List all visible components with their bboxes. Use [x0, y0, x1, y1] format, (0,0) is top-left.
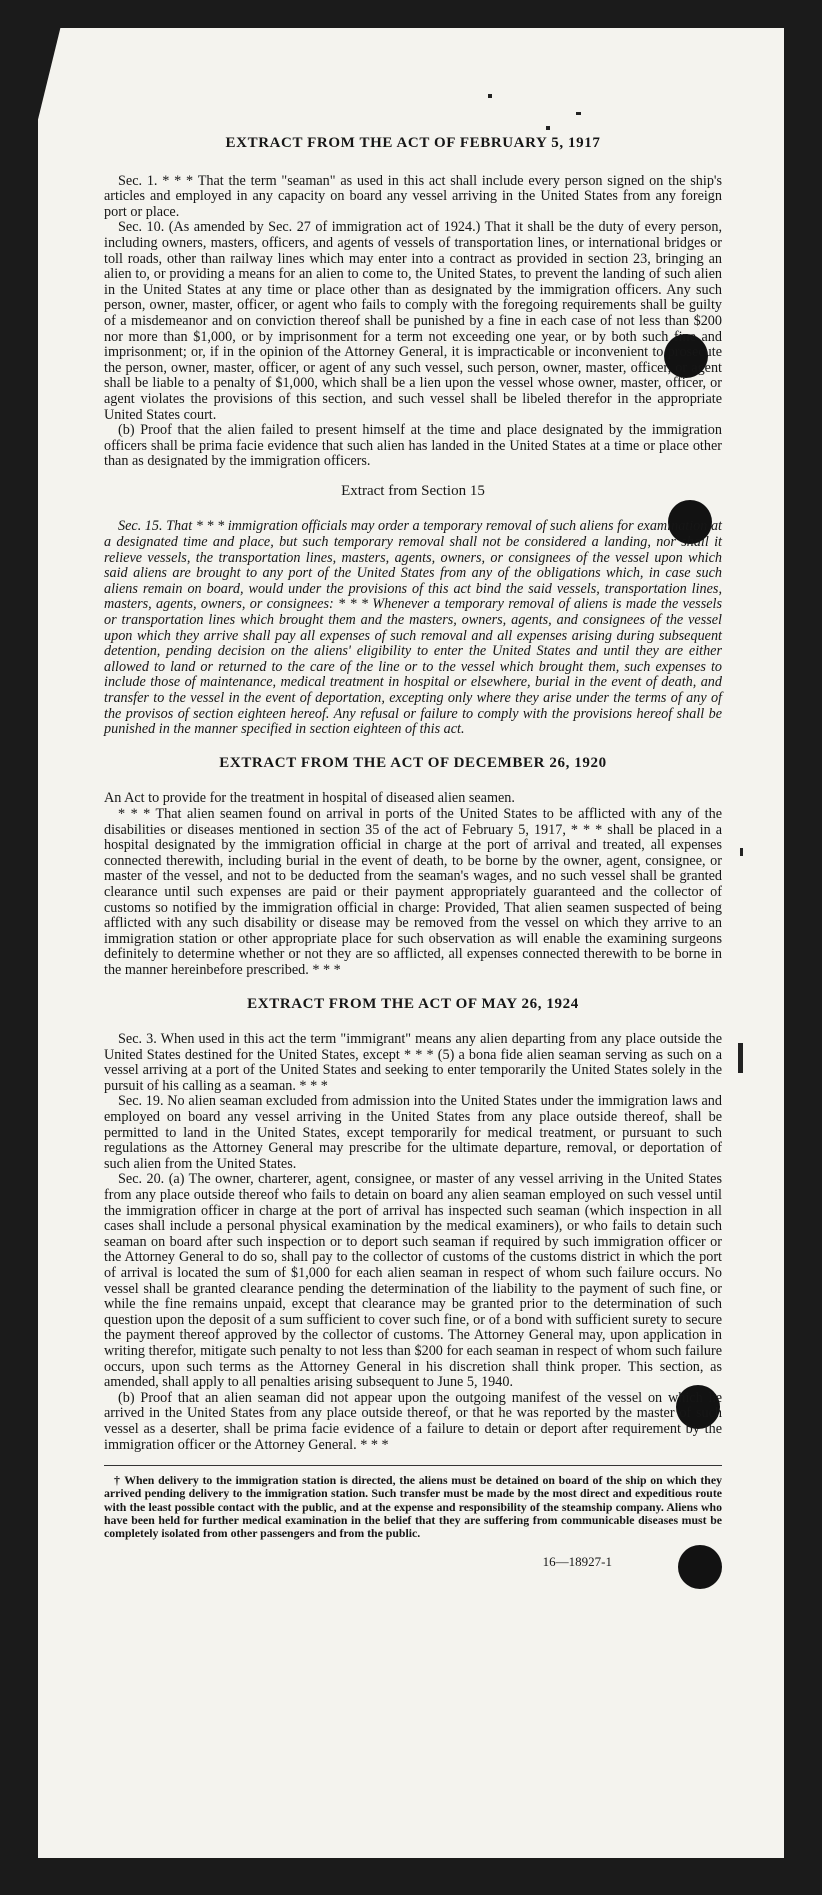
section-19: Sec. 19. No alien seaman excluded from admission into the United States under the immigration laws and employed on board any vessel arriving in the United States from any place outside thereof, shall be permitted to land in the United States, except temporarily for medical treatment, or pursuant to such regulations as the Attorney General may prescribe for the ultimate departure, removal, or deportation of such alien from the United States. [104, 1093, 722, 1172]
footnote-text: † When delivery to the immigration station is directed, the aliens must be detained on board of the ship on which they arrived pending delivery to the immigration station. Such transfer must be made by the most direct and expeditious route with the least possible contact with the public, and at the expense and responsibility of the steamship company. Aliens who have been held for further medical examination in the belief that they are suffering from communicable diseases must be completely isolated from other passengers and from the public. [104, 1473, 722, 1540]
document-text [104, 136, 722, 1570]
heading-act-1917: EXTRACT FROM THE ACT OF FEBRUARY 5, 1917 [225, 135, 601, 151]
footnote [104, 1465, 722, 1540]
form-code: 16—18927-1 [542, 1554, 612, 1570]
section-10: Sec. 10. (As amended by Sec. 27 of immigration act of 1924.) That it shall be the duty of every person, including owners, masters, officers, and agents of vessels of transportation lines, or international bridges or toll roads, other than railway lines which may enter into a contract as provided in section 23, bringing an alien to, or providing a means for an alien to come to, the United States, to prevent the landing of such alien in the United States at any time or place other than as designated by the immigration officers. Any such person, owner, master, officer, or agent who fails to comply with the foregoing requirements shall be guilty of a misdemeanor and on conviction thereof shall be punished by a fine in each case of not less than $200 nor more than $1,000, or by imprisonment for a term not exceeding one year, or by both such fine and imprisonment; or, if in the opinion of the Attorney General, it is impracticable or inconvenient to prosecute the person, owner, master, officer, or agent of any such vessel, such person, owner, master, officer, or agent shall be liable to a penalty of $1,000, which shall be a lien upon the vessel whose owner, master, officer, or agent violates the provisions of this section, and such vessel shall be libeled therefor in the appropriate United States court. [104, 219, 722, 423]
section-10-b: (b) Proof that the alien failed to present himself at the time and place designated by the immigration officers shall be prima facie evidence that such alien has landed in the United States at a time or place other than as designated by the immigration officers. [104, 422, 722, 470]
section-20-a: Sec. 20. (a) The owner, charterer, agent, consignee, or master of any vessel arriving in the United States from any place outside thereof who fails to detain on board any alien seaman employed on such vessel until the immigration officer in charge at the port of arrival has inspected such seaman (which inspection in all cases shall include a personal physical examination by the medical examiners), or who fails to detain such seaman on board after such inspection or to deport such seaman if required by such immigration officer or the Attorney General to do so, shall pay to the collector of customs of the customs district in which the port of arrival is located the sum of $1,000 for each alien seaman in respect of whom such failure occurs. No vessel shall be granted clearance pending the determination of the liability to the payment of such fine, or while the fine remains unpaid, except that clearance may be granted prior to the determination of such question upon the deposit of a sum sufficient to cover such fine, or of a bond with sufficient surety to secure the payment thereof approved by the collector of customs. The Attorney General may, upon application in writing therefor, mitigate such penalty to not less than $200 for each seaman in respect of whom such failure occurs, upon such terms as the Attorney General in his discretion shall think proper. This section, as amended, shall apply to all penalties arising subsequent to June 5, 1940. [104, 1171, 722, 1391]
ink-speck [546, 126, 550, 130]
heading-act-1920: EXTRACT FROM THE ACT OF DECEMBER 26, 1920 [219, 754, 607, 771]
ink-speck [740, 848, 743, 856]
ink-speck [576, 112, 581, 115]
ink-speck [738, 1043, 743, 1073]
section-3: Sec. 3. When used in this act the term "immigrant" means any alien departing from any place outside the United States destined for the United States, except * * * (5) a bona fide alien seaman serving as such on a vessel arriving at a port of the United States and seeking to enter temporarily the United States solely in the pursuit of his calling as a seaman. * * * [104, 1031, 722, 1094]
ink-speck [488, 94, 492, 98]
act-1920-intro: An Act to provide for the treatment in hospital of diseased alien seamen. [104, 790, 515, 807]
section-15: Sec. 15. That * * * immigration officials may order a temporary removal of such aliens for examination at a designated time and place, but such temporary removal shall not be considered a landing, nor shall it relieve vessels, the transportation lines, masters, agents, owners, or consignees of the vessel upon which said aliens are brought to any port of the United States from any of the obligations which, in case such aliens remain on board, would under the provisions of this act bind the said vessels, transportation lines, masters, agents, owners, or consignees: * * * Whenever a temporary removal of aliens is made the vessels or transportation lines which brought them and the masters, owners, agents, and consignees of the vessel upon which they arrive shall pay all expenses of such removal and all expenses arising during subsequent detention, pending decision on the aliens' eligibility to enter the United States and until they are either allowed to land or returned to the care of the line or to the vessel which brought them, such expenses to include those of maintenance, medical treatment in hospital or elsewhere, burial in the event of death, and transfer to the vessel in the event of deportation, excepting only where they arise under the terms of any of the provisos of section eighteen hereof. Any refusal or failure to comply with the provisions hereof shall be punished in the manner specified in section eighteen of this act. [104, 518, 722, 738]
section-20-b: (b) Proof that an alien seaman did not appear upon the outgoing manifest of the vessel on which he arrived in the United States from any place outside thereof, or that he was reported by the master of such vessel as a deserter, shall be prima facie evidence of a failure to detain or deport after requirement by the immigration officer or the Attorney General. * * * [104, 1389, 722, 1453]
act-1920-body: * * * That alien seamen found on arrival in ports of the United States to be afflicted with any of the disabilities or diseases mentioned in section 35 of the act of February 5, 1917, * * * shall be placed in a hospital designated by the immigration official in charge at the port of arrival and treated, all expenses connected therewith, including burial in the event of death, to be borne by the owner, agent, consignee, or master of the vessel, and not to be deducted from the seaman's wages, and no such vessel shall be granted clearance until such expenses are paid or their payment appropriately guaranteed and the collector of customs so notified by the immigration official in charge: Provided, That alien seamen suspected of being afflicted with any such disability or disease may be removed from the vessel on which they arrive to an immigration station or other appropriate place for such observation as will enable the examining surgeons definitely to determine whether or not they are so afflicted, all expenses connected therewith to be borne in the manner hereinbefore prescribed. * * * [104, 805, 722, 978]
section-1: Sec. 1. * * * That the term "seaman" as used in this act shall include every person signed on the ship's articles and employed in any capacity on board any vessel arriving in the United States from any foreign port or place. [104, 172, 722, 220]
subheading-section-15: Extract from Section 15 [341, 482, 485, 499]
heading-act-1924: EXTRACT FROM THE ACT OF MAY 26, 1924 [247, 995, 579, 1012]
